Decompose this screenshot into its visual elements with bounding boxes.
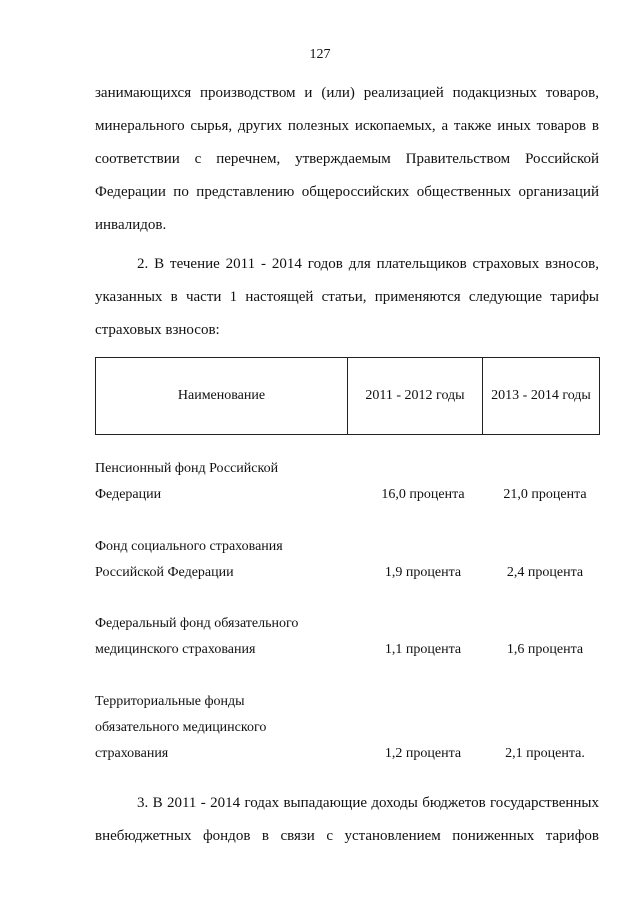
paragraph-3 (95, 787, 599, 853)
text-line: страховых взносов: (95, 322, 220, 338)
rate-2013-2014: 1,6 процента (506, 642, 584, 657)
fund-name-line: Федерации (95, 487, 162, 502)
rate-2013-2014: 2,1 процента. (505, 746, 585, 761)
rate-2011-2012: 1,9 процента (384, 565, 462, 580)
fund-name-line: Федеральный фонд обязательного (95, 616, 299, 631)
table-row (95, 534, 600, 586)
text-line: инвалидов. (95, 217, 167, 233)
text-line: 2. В течение 2011 - 2014 годов для плательщиков страховых взносов, (137, 256, 599, 272)
header-name: Наименование (96, 358, 348, 434)
paragraph-continuation (95, 77, 599, 242)
rate-2013-2014: 2,4 процента (506, 565, 584, 580)
fund-name (95, 689, 345, 767)
header-2013-2014: 2013 - 2014 годы (491, 388, 591, 403)
header-2011-2012: 2011 - 2012 годы (348, 358, 483, 434)
fund-name-line: медицинского страхования (95, 642, 256, 657)
fund-name (95, 534, 345, 586)
text-line: Федерации по представлению общероссийских общественных организаций (95, 184, 599, 200)
table-row (95, 611, 600, 663)
text-line: минерального сырья, других полезных ископаемых, а также иных товаров в (95, 118, 599, 134)
paragraph-2 (95, 248, 599, 347)
rates-table-header (95, 357, 600, 435)
fund-name-line: страхования (95, 746, 169, 761)
fund-name-line: Территориальные фонды (95, 694, 245, 709)
rate-2011-2012: 16,0 процента (381, 487, 465, 502)
rate-2013-2014: 21,0 процента (503, 487, 587, 502)
fund-name-line: Фонд социального страхования (95, 539, 283, 554)
page-number: 127 (309, 47, 331, 62)
rate-2011-2012: 1,2 процента (384, 746, 462, 761)
text-line: занимающихся производством и (или) реализацией подакцизных товаров, (95, 85, 599, 101)
text-line: указанных в части 1 настоящей статьи, применяются следующие тарифы (95, 289, 599, 305)
text-line: соответствии с перечнем, утверждаемым Правительством Российской (95, 151, 599, 167)
text-line: внебюджетных фондов в связи с установлением пониженных тарифов (95, 828, 599, 844)
fund-name-line: Пенсионный фонд Российской (95, 461, 279, 476)
fund-name-line: Российской Федерации (95, 565, 234, 580)
table-row (95, 456, 600, 508)
table-row (95, 689, 600, 767)
fund-name (95, 456, 345, 508)
fund-name (95, 611, 345, 663)
fund-name-line: обязательного медицинского (95, 720, 267, 735)
text-line: 3. В 2011 - 2014 годах выпадающие доходы бюджетов государственных (137, 795, 599, 811)
rate-2011-2012: 1,1 процента (384, 642, 462, 657)
